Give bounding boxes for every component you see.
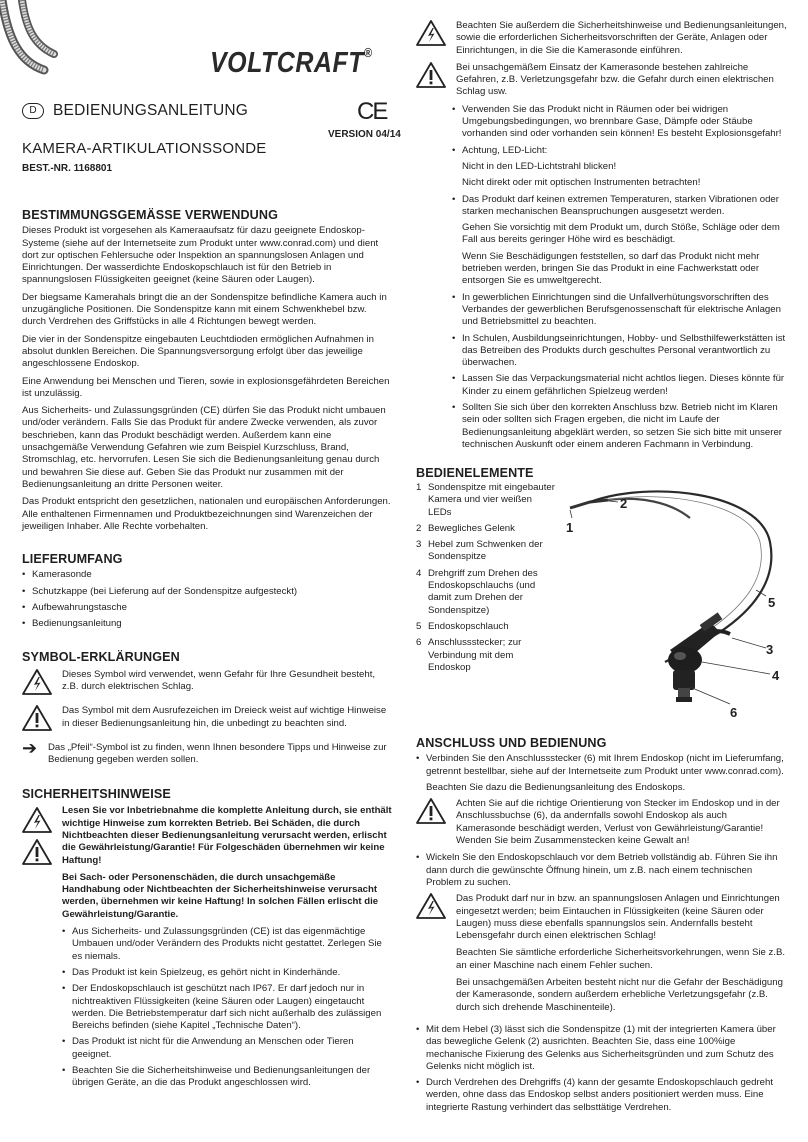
item-text: Bewegliches Gelenk	[428, 522, 515, 534]
callout-5: 5	[768, 595, 776, 610]
connection-warning-1-text: Achten Sie auf die richtige Orientierung von Stecker im Endoskop und in der Anschlussbuchse (6), da andernfalls sowohl Endoskop als auch Kamerasonde beschädigt werden, Verlust von Gewährleistung/Garantie! Wenden Sie beim Zusammenstecken keine Gewalt an!	[456, 798, 780, 847]
list-item-text: Verbinden Sie den Anschlussstecker (6) mit Ihrem Endoskop (nicht im Lieferumfang, getrennt bestellbar, siehe auf der Internetseite zum Produkt unter www.conrad.com).	[426, 753, 784, 777]
list-item: • Bedienungsanleitung	[22, 618, 393, 630]
right-warning-1	[416, 20, 788, 57]
list-item: • Das Produkt ist kein Spielzeug, es gehört nicht in Kinderhände.	[62, 967, 393, 979]
doc-title: BEDIENUNGSANLEITUNG	[53, 102, 248, 119]
connection-heading: ANSCHLUSS UND BEDIENUNG	[416, 736, 607, 750]
list-subtext: Wenn Sie Beschädigungen feststellen, so darf das Produkt nicht mehr betrieben werden, bringen Sie das Produkt in eine Fachwerkstatt oder entsorgen Sie es umweltgerecht.	[462, 250, 760, 287]
item-number: 3	[416, 539, 422, 551]
list-item	[452, 194, 788, 288]
scope-heading: LIEFERUMFANG	[22, 552, 123, 567]
right-safety-list	[416, 104, 788, 451]
intended-use-p3: Die vier in der Sondenspitze eingebauten Leuchtdioden ermöglichen Aufnahmen in absolut dunklen Bereichen. Die Spannungsversorgung erfolgt über das jeweilige angeschlossene Endoskop.	[22, 333, 375, 370]
right-warning-2-text: Bei unsachgemäßem Einsatz der Kamerasonde bestehen zahlreiche Gefahren, z.B. Verletzungsgefahr bzw. die Gefahr durch einen elektrischen Schlag usw.	[456, 61, 774, 98]
symbol-lightning-row	[22, 669, 393, 699]
symbol-lightning-text: Dieses Symbol wird verwendet, wenn Gefahr für Ihre Gesundheit besteht, z.B. durch elektrischen Schlag.	[62, 668, 376, 693]
item-text: Drehgriff zum Drehen des Endoskopschlauchs (und damit zum Drehen der Sondenspitze)	[428, 567, 538, 616]
list-item: • Aufbewahrungstasche	[22, 602, 393, 614]
connection-list-3	[416, 1024, 788, 1114]
list-item: • Der Endoskopschlauch ist geschützt nach IP67. Er darf jedoch nur in nichtreaktiven Flüssigkeiten (keine Säuren oder Laugen) eingetaucht werden. Die Betriebstemperatur darf sich nicht außerhalb des zulässigen Bereichs befinden (siehe Kapitel „Technische Daten“).	[62, 983, 393, 1032]
list-item-text: Achtung, LED-Licht:	[462, 144, 548, 156]
callout-4: 4	[772, 668, 780, 683]
connection-warning-1	[416, 798, 788, 847]
list-item	[416, 637, 556, 674]
list-item: • Das Produkt ist nicht für die Anwendung an Menschen oder Tieren geeignet.	[62, 1036, 393, 1061]
lightning-warning-icon	[416, 20, 456, 50]
safety-heading: SICHERHEITSHINWEISE	[22, 787, 171, 802]
list-item	[452, 145, 788, 190]
list-item: • Lassen Sie das Verpackungsmaterial nicht achtlos liegen. Dieses könnte für Kinder zu einem gefährlichen Spielzeug werden!	[452, 373, 788, 398]
language-badge: D	[22, 103, 44, 119]
callout-3: 3	[766, 642, 774, 657]
item-text: Anschlussstecker; zur Verbindung mit dem Endoskop	[428, 637, 522, 673]
scope-list	[22, 569, 393, 630]
order-number: BEST.-NR. 1168801	[22, 163, 113, 174]
exclamation-warning-icon	[416, 62, 456, 92]
lightning-warning-icon	[22, 807, 52, 833]
list-item: • Aus Sicherheits- und Zulassungsgründen (CE) ist das eigenmächtige Umbauen und/oder Verändern des Produkts nicht gestattet. Zerlegen Sie es niemals.	[62, 926, 393, 963]
brand-logo	[210, 47, 373, 80]
arrow-right-icon: ➔	[22, 737, 38, 758]
list-item	[416, 753, 788, 794]
list-item	[416, 482, 556, 519]
item-text: Endoskopschlauch	[428, 620, 509, 632]
warning-paragraph: Bei unsachgemäßen Arbeiten besteht nicht nur die Gefahr der Beschädigung der Kamerasonde, sondern außerdem erhebliche Verletzungsgefahr (z.B. durch sich drehende Maschinenteile).	[456, 977, 783, 1013]
symbol-exclamation-row	[22, 705, 393, 735]
safety-bold-2: Bei Sach- oder Personenschäden, die durch unsachgemäße Handhabung oder Nichtbeachten der Sicherheitshinweise verursacht werden, übernehmen wir keine Haftung! In solchen Fällen erlischt die Gewährleistung/Garantie.	[62, 871, 379, 920]
exclamation-warning-icon	[22, 839, 52, 865]
list-item: • Mit dem Hebel (3) lässt sich die Sondenspitze (1) mit der integrierten Kamera über das bewegliche Gelenk (2) ausrichten. Beachten Sie, dass eine 100%ige mechanische Fixierung des Gelenks aus Sicherheitsgründen und zum Schutz des Gelenks nicht möglich ist.	[416, 1024, 788, 1073]
callout-6: 6	[730, 705, 738, 720]
list-item	[452, 104, 788, 141]
safety-bold-1: Lesen Sie vor Inbetriebnahme die komplette Anleitung durch, sie enthält wichtige Hinweise zum korrekten Betrieb. Bei Schäden, die durch Nichtbeachten dieser Bedienungsanleitung verursacht werden, erlischt die Gewährleistung/Garantie! Für Folgeschäden übernehmen wir keine Haftung!	[62, 805, 392, 866]
list-item: • Kamerasonde	[22, 569, 393, 581]
list-item	[416, 621, 556, 633]
list-item: • Wickeln Sie den Endoskopschlauch vor dem Betrieb vollständig ab. Führen Sie ihn dann durch die gewünschte Öffnung hinein, um z.B. nach einem technischen Problem zu suchen.	[416, 852, 788, 889]
connection-warning-2	[416, 893, 788, 1019]
list-item-text: Verwenden Sie das Produkt nicht in Räumen oder bei widrigen Umgebungsbedingungen, wo brennbare Gase, Dämpfe oder Stäube vorhanden sind oder vorhanden sein können! Es besteht Explosionsgefahr!	[462, 103, 782, 140]
item-number: 4	[416, 567, 422, 579]
symbol-arrow-row	[22, 737, 393, 767]
symbol-exclamation-text: Das Symbol mit dem Ausrufezeichen im Dreieck weist auf wichtige Hinweise in dieser Bedienungsanleitung hin, die unbedingt zu beachten sind.	[62, 705, 387, 729]
connection-warning-2-text	[456, 893, 788, 1019]
connection-list	[416, 753, 788, 794]
exclamation-warning-icon	[22, 705, 62, 735]
list-item: • In Schulen, Ausbildungseinrichtungen, Hobby- und Selbsthilfewerkstätten ist das Betreiben des Produkts durch geschultes Personal verantwortlich zu überwachen.	[452, 333, 788, 370]
controls-list	[416, 482, 556, 678]
list-item	[416, 568, 556, 617]
intended-use-p2: Der biegsame Kamerahals bringt die an der Sondenspitze befindliche Kamera auch in unzugängliche Positionen. Die Sondenspitze kann mit einem Schwenkhebel bzw. durch Verdrehen des Griffstücks in alle 4 Richtungen bewegt werden.	[22, 291, 387, 328]
safety-list	[62, 926, 393, 1090]
list-item	[416, 523, 556, 535]
list-subtext: Beachten Sie dazu die Bedienungsanleitung des Endoskops.	[426, 781, 686, 793]
version-label: VERSION 04/14	[328, 129, 401, 140]
lightning-warning-icon	[22, 669, 62, 699]
left-column	[22, 209, 393, 1094]
warning-paragraph: Das Produkt darf nur in bzw. an spannungslosen Anlagen und Einrichtungen eingesetzt werden; beim Eintauchen in Flüssigkeiten (keine Säuren oder Laugen) muss diese ebenfalls spannungslos sein. Andernfalls besteht Lebensgefahr durch einen elektrischen Schlag!	[456, 893, 780, 942]
item-text: Sondenspitze mit eingebauter Kamera und vier weißen LEDs	[428, 482, 555, 518]
right-column	[416, 20, 788, 455]
product-title: KAMERA-ARTIKULATIONSSONDE	[22, 140, 267, 157]
item-number: 1	[416, 482, 422, 493]
product-diagram	[560, 482, 792, 722]
intended-use-p6: Das Produkt entspricht den gesetzlichen, nationalen und europäischen Anforderungen. Alle enthaltenen Firmennamen und Produktbezeichnungen sind Warenzeichen der jeweiligen Inhaber. Alle Rechte vorbehalten.	[22, 496, 391, 532]
list-subtext: Nicht in den LED-Lichtstrahl blicken!	[462, 160, 617, 172]
intended-use-p1: Dieses Produkt ist vorgesehen als Kameraaufsatz für dazu geeignete Endoskop-Systeme (siehe auf der Internetseite zum Produkt unter www.conrad.com) und dient dort zur optischen Fehlersuche oder Inspektion an spannungslosen Anlagen und Einrichtungen. Der wasserdichte Endoskopschlauch ist für den Betrieb in spannungslosen Flüssigkeiten geeignet (keine Säuren oder Laugen).	[22, 225, 379, 286]
corner-cable-graphic	[0, 0, 60, 80]
intended-use-heading: BESTIMMUNGSGEMÄSSE VERWENDUNG	[22, 208, 278, 222]
item-number: 2	[416, 522, 422, 534]
list-item-text: Das Produkt darf keinen extremen Temperaturen, starken Vibrationen oder starken mechanischen Beanspruchungen ausgesetzt werden.	[462, 193, 779, 217]
registered-mark: ®	[364, 46, 373, 61]
list-item: • Sollten Sie sich über den korrekten Anschluss bzw. Betrieb nicht im Klaren sein oder sollten sich Fragen ergeben, die nicht im Laufe der Bedienungsanleitung abgeklärt werden, so setzen Sie sich bitte mit unserer technischen Auskunft oder einem anderen Fachmann in Verbindung.	[452, 402, 788, 451]
list-item: • In gewerblichen Einrichtungen sind die Unfallverhütungsvorschriften des Verbandes der gewerblichen Berufsgenossenschaft für elektrische Anlagen und Betriebsmittel zu beachten.	[452, 292, 788, 329]
list-item	[416, 539, 556, 564]
brand-name: VOLTCRAFT	[210, 46, 365, 80]
ce-mark: CE	[357, 98, 387, 125]
list-item: • Beachten Sie die Sicherheitshinweise und Bedienungsanleitungen der übrigen Geräte, an die das Produkt angeschlossen wird.	[62, 1065, 393, 1090]
connection-section	[416, 737, 788, 1118]
intended-use-p4: Eine Anwendung bei Menschen und Tieren, sowie in explosionsgefährdeten Bereichen ist unzulässig.	[22, 375, 390, 399]
right-warning-2	[416, 62, 788, 99]
intended-use-p5: Aus Sicherheits- und Zulassungsgründen (CE) dürfen Sie das Produkt nicht umbauen und/oder verändern. Falls Sie das Produkt für andere Zwecke verwenden, als zuvor beschrieben, kann das Produkt beschädigt werden. Außerdem kann eine unsachgemäße Verwendung Gefahren wie zum Beispiel Kurzschluss, Brand, Stromschlag, etc. hervorrufen. Lesen Sie sich die Bedienungsanleitung genau durch und bewahren Sie diese auf. Geben Sie das Produkt nur zusammen mit der Bedienungsanleitung an dritte Personen weiter.	[22, 405, 386, 490]
list-subtext: Gehen Sie vorsichtig mit dem Produkt um, durch Stöße, Schläge oder dem Fall aus bereits geringer Höhe wird es beschädigt.	[462, 222, 780, 246]
doc-header	[22, 102, 248, 120]
item-number: 6	[416, 637, 422, 649]
list-item: • Durch Verdrehen des Drehgriffs (4) kann der gesamte Endoskopschlauch gedreht werden, ohne dass das Endoskop selbst anders positioniert werden muss. Eine integrierte Rastung verhindert das selbsttätige Verdrehen.	[416, 1077, 788, 1114]
list-subtext: Nicht direkt oder mit optischen Instrumenten betrachten!	[462, 177, 701, 189]
controls-heading: BEDIENELEMENTE	[416, 466, 534, 480]
callout-2: 2	[620, 496, 628, 511]
symbols-heading: SYMBOL-ERKLÄRUNGEN	[22, 649, 180, 664]
callout-1: 1	[566, 520, 574, 535]
lightning-warning-icon	[416, 893, 456, 923]
connection-list-2	[416, 852, 788, 889]
warning-paragraph: Beachten Sie sämtliche erforderliche Sicherheitsvorkehrungen, wenn Sie z.B. an einer Maschine nach einem Fehler suchen.	[456, 947, 786, 971]
item-text: Hebel zum Schwenken der Sondenspitze	[428, 539, 543, 563]
safety-block	[22, 805, 393, 1089]
exclamation-warning-icon	[416, 798, 456, 828]
symbol-arrow-text: Das „Pfeil“-Symbol ist zu finden, wenn Ihnen besondere Tipps und Hinweise zur Bedienung gegeben werden sollen.	[48, 741, 387, 765]
list-item: • Schutzkappe (bei Lieferung auf der Sondenspitze aufgesteckt)	[22, 586, 393, 598]
right-warning-1-text: Beachten Sie außerdem die Sicherheitshinweise und Bedienungsanleitungen, sowie die erforderlichen Sicherheitsvorschriften der Geräte, Anlagen oder Einrichtungen, in die Sie die Kamerasonde einführen.	[456, 20, 787, 56]
item-number: 5	[416, 620, 422, 632]
